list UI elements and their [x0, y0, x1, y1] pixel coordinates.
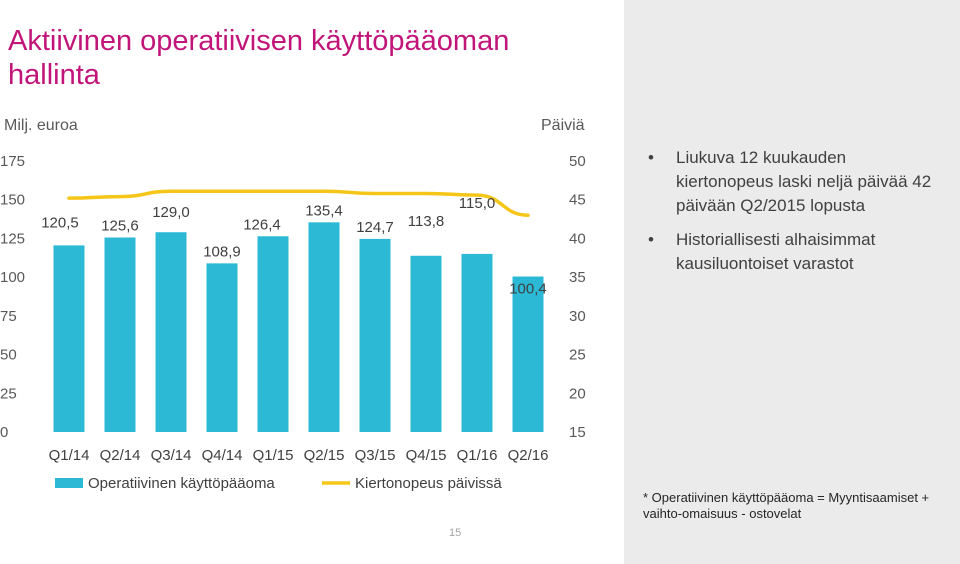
bar-data-label: 126,4 [243, 216, 281, 234]
bar-data-label: 120,5 [41, 214, 79, 232]
right-tick-label: 50 [569, 153, 586, 170]
legend-label: Kiertonopeus päivissä [355, 475, 502, 492]
bar-data-label: 113,8 [407, 212, 445, 230]
right-tick-label: 30 [569, 307, 586, 325]
right-tick-label: 20 [569, 385, 586, 403]
bullet-text: Liukuva 12 kuukauden kiertonopeus laski neljä päivää 42 päivään Q2/2015 lopusta [676, 148, 932, 215]
left-tick-label: 25 [0, 385, 17, 403]
category-label: Q3/15 [354, 447, 396, 464]
category-label: Q1/14 [48, 447, 90, 464]
left-tick-label: 75 [0, 307, 17, 325]
category-label: Q2/16 [507, 447, 549, 464]
bar-data-label: 108,9 [203, 243, 241, 261]
bar-data-label: 135,4 [305, 202, 343, 220]
right-tick-label: 15 [569, 424, 586, 441]
left-tick-label: 50 [0, 346, 17, 364]
bar [462, 254, 493, 432]
category-label: Q1/15 [252, 447, 294, 464]
left-tick-label: 0 [0, 424, 9, 441]
bar-data-label: 129,0 [152, 204, 190, 222]
bar [207, 263, 238, 432]
right-tick-label: 45 [569, 191, 586, 209]
bar [156, 232, 187, 432]
right-tick-label: 35 [569, 269, 586, 287]
bullet-icon: • [648, 230, 654, 249]
legend-label: Operatiivinen käyttöpääoma [88, 475, 275, 492]
bullet-item [648, 146, 948, 218]
left-tick-label: 150 [0, 191, 26, 209]
category-label: Q2/14 [99, 447, 141, 464]
category-label: Q2/15 [303, 447, 345, 464]
right-axis-label: Päiviä [541, 117, 585, 134]
category-label: Q4/14 [201, 447, 243, 464]
bar-data-label: 125,6 [101, 217, 139, 235]
page-title: Aktiivinen operatiivisen käyttöpääoman hallinta [8, 25, 510, 91]
right-tick-label: 40 [569, 230, 586, 248]
left-tick-label: 125 [0, 230, 26, 248]
left-tick-label: 100 [0, 269, 26, 287]
bullet-list [648, 146, 948, 286]
bar [513, 277, 544, 432]
bar [309, 222, 340, 432]
bar [258, 236, 289, 432]
bullet-item [648, 228, 948, 276]
bar [105, 237, 136, 432]
right-tick-label: 25 [569, 346, 586, 364]
bar-data-label: 124,7 [356, 218, 394, 236]
bullet-icon: • [648, 148, 654, 167]
category-label: Q1/16 [456, 447, 498, 464]
bar-data-label: 100,4 [509, 280, 547, 298]
footnote: * Operatiivinen käyttöpääoma = Myyntisaamiset + vaihto-omaisuus - ostovelat [643, 490, 930, 521]
bar [411, 256, 442, 432]
category-label: Q4/15 [405, 447, 447, 464]
page-number: 15 [449, 527, 462, 539]
bar [360, 239, 391, 432]
bullet-text: Historiallisesti alhaisimmat kausiluontoiset varastot [676, 230, 876, 273]
left-axis-label: Milj. euroa [4, 117, 78, 134]
category-label: Q3/14 [150, 447, 192, 464]
bar [54, 245, 85, 432]
legend-swatch-bars [55, 478, 83, 488]
left-tick-label: 175 [0, 153, 26, 170]
bar-data-label: 115,0 [458, 194, 496, 212]
